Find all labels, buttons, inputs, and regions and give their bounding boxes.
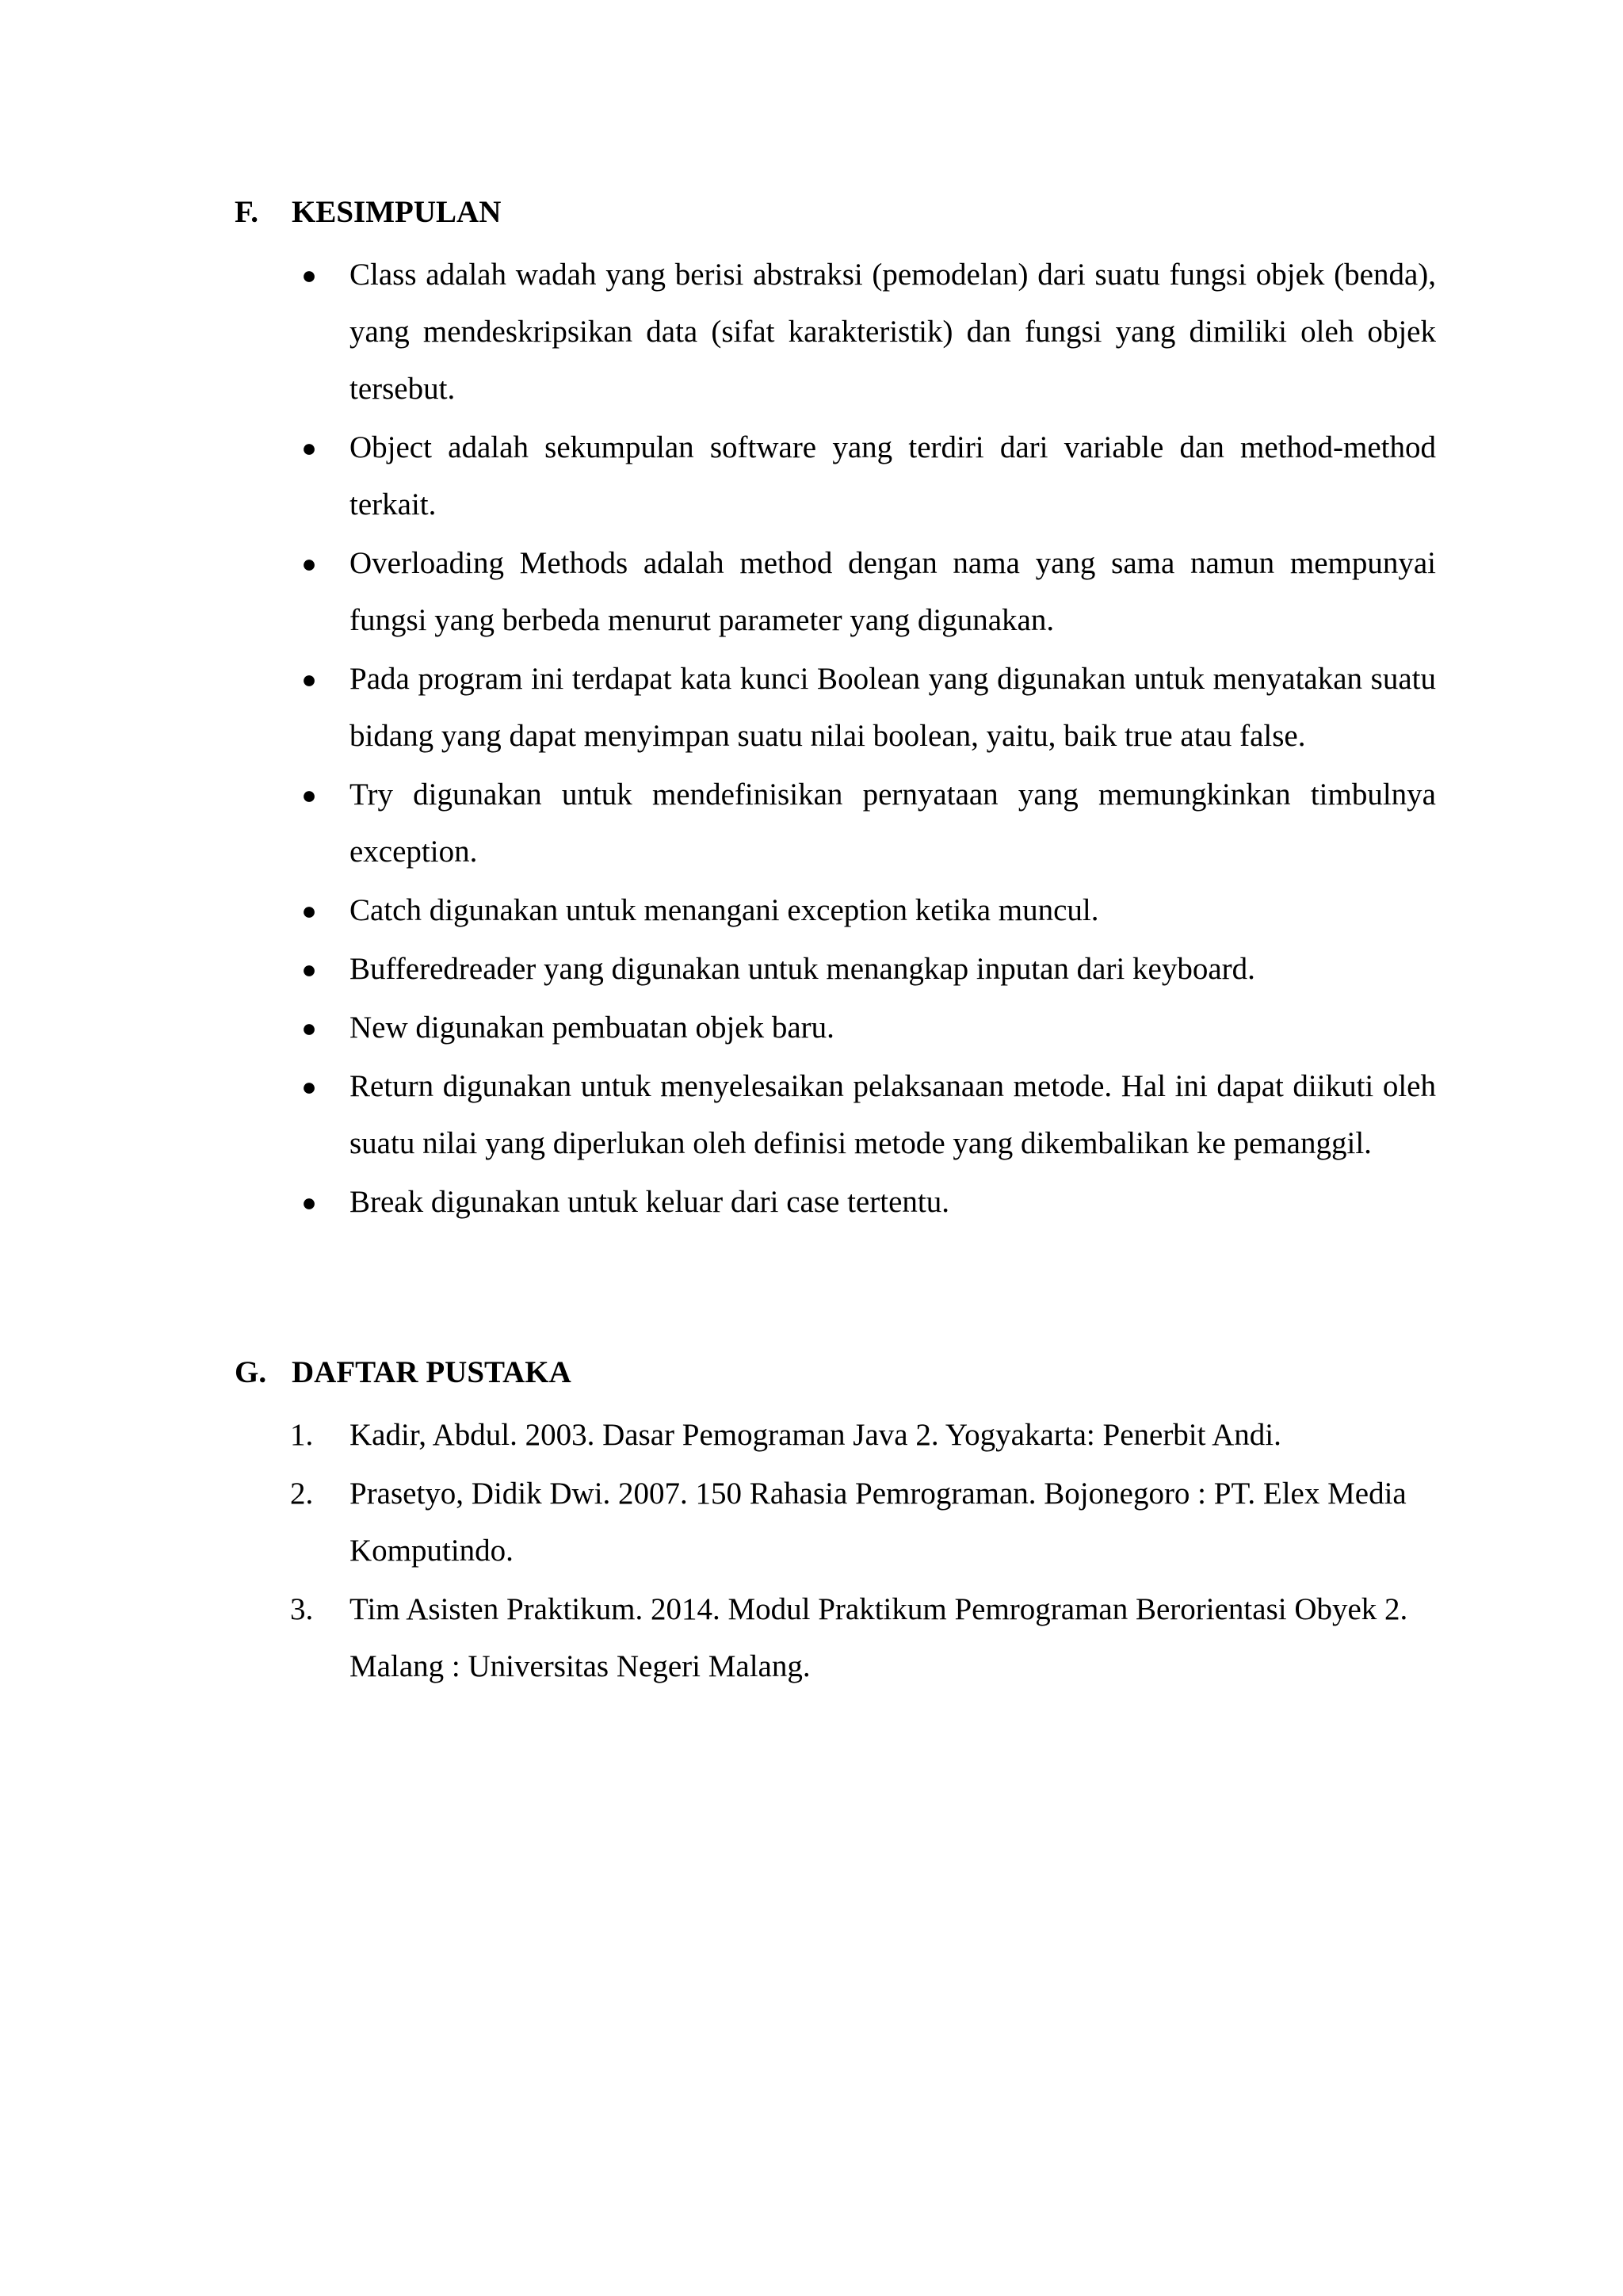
bullet-icon: ● <box>301 896 317 925</box>
reference-item <box>290 1407 1436 1464</box>
reference-number: 3. <box>290 1592 314 1626</box>
reference-text: Kadir, Abdul. 2003. Dasar Pemograman Java 2. Yogyakarta: Penerbit Andi. <box>349 1418 1281 1452</box>
bullet-icon: ● <box>301 1072 317 1101</box>
reference-text: Tim Asisten Praktikum. 2014. Modul Praktikum Pemrograman Berorientasi Obyek 2. Malang : Universitas Negeri Malang. <box>349 1592 1408 1683</box>
kesimpulan-item-text: New digunakan pembuatan objek baru. <box>349 1010 834 1045</box>
bullet-icon: ● <box>301 1014 317 1042</box>
kesimpulan-item <box>293 1174 1436 1231</box>
reference-number: 1. <box>290 1418 314 1452</box>
kesimpulan-item <box>293 246 1436 418</box>
section-heading-daftar-pustaka <box>235 1355 571 1390</box>
kesimpulan-item <box>293 419 1436 533</box>
section-heading-kesimpulan <box>235 195 501 230</box>
kesimpulan-item-text: Return digunakan untuk menyelesaikan pelaksanaan metode. Hal ini dapat diikuti oleh suatu nilai yang diperlukan oleh definisi metode yang dikembalikan ke pemanggil. <box>349 1069 1436 1160</box>
kesimpulan-item-text: Catch digunakan untuk menangani exception ketika muncul. <box>349 893 1099 927</box>
bullet-icon: ● <box>301 549 317 578</box>
kesimpulan-item <box>293 882 1436 939</box>
section-letter: G. <box>235 1355 267 1389</box>
reference-text: Prasetyo, Didik Dwi. 2007. 150 Rahasia Pemrograman. Bojonegoro : PT. Elex Media Komputindo. <box>349 1477 1407 1568</box>
kesimpulan-item <box>293 999 1436 1056</box>
kesimpulan-item-text: Pada program ini terdapat kata kunci Boolean yang digunakan untuk menyatakan suatu bidang yang dapat menyimpan suatu nilai boolean, yaitu, baik true atau false. <box>349 662 1436 753</box>
bullet-icon: ● <box>301 665 317 693</box>
reference-item <box>290 1465 1436 1580</box>
bullet-icon: ● <box>301 1188 317 1217</box>
bullet-icon: ● <box>301 261 317 289</box>
kesimpulan-item-text: Break digunakan untuk keluar dari case tertentu. <box>349 1185 949 1219</box>
reference-item <box>290 1581 1436 1695</box>
kesimpulan-item-text: Bufferedreader yang digunakan untuk menangkap inputan dari keyboard. <box>349 952 1255 986</box>
kesimpulan-item <box>293 651 1436 765</box>
bullet-icon: ● <box>301 955 317 984</box>
section-title: KESIMPULAN <box>292 195 502 229</box>
kesimpulan-item-text: Class adalah wadah yang berisi abstraksi (pemodelan) dari suatu fungsi objek (benda), yang mendeskripsikan data (sifat karakteristik) dan fungsi yang dimiliki oleh objek tersebut. <box>349 258 1436 406</box>
section-title: DAFTAR PUSTAKA <box>292 1355 571 1389</box>
kesimpulan-item <box>293 766 1436 881</box>
bullet-icon: ● <box>301 434 317 462</box>
kesimpulan-item-text: Try digunakan untuk mendefinisikan pernyataan yang memungkinkan timbulnya exception. <box>349 777 1436 869</box>
daftar-pustaka-list <box>290 1407 1436 1695</box>
kesimpulan-item <box>293 941 1436 998</box>
kesimpulan-item-text: Overloading Methods adalah method dengan nama yang sama namun mempunyai fungsi yang berbeda menurut parameter yang digunakan. <box>349 546 1436 637</box>
kesimpulan-item-text: Object adalah sekumpulan software yang terdiri dari variable dan method-method terkait. <box>349 430 1436 521</box>
bullet-icon: ● <box>301 781 317 809</box>
kesimpulan-list <box>293 246 1436 1231</box>
kesimpulan-item <box>293 1058 1436 1172</box>
kesimpulan-item <box>293 535 1436 649</box>
section-letter: F. <box>235 195 258 229</box>
reference-number: 2. <box>290 1477 314 1511</box>
